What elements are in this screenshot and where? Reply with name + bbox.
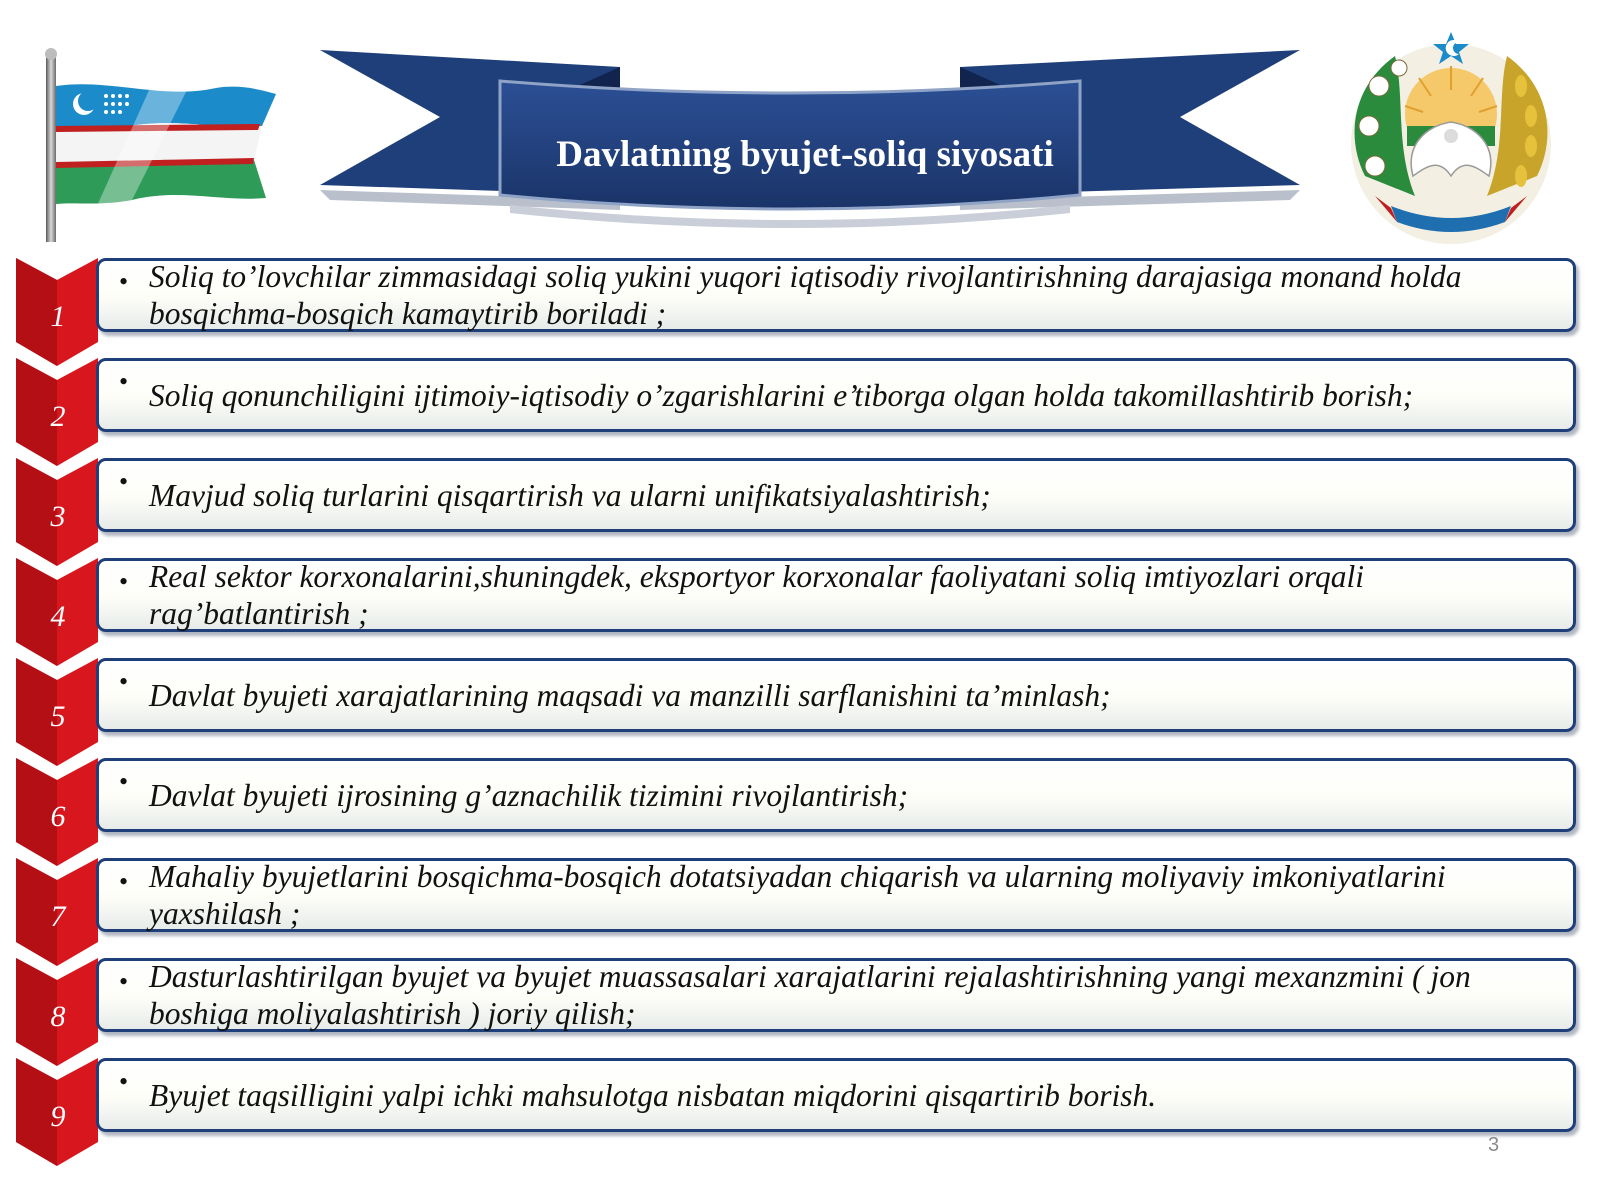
- bullet-icon: •: [119, 367, 129, 396]
- item-text: Mavjud soliq turlarini qisqartirish va ularni unifikatsiyalashtirish;: [149, 477, 991, 513]
- list-item: [0, 658, 1600, 758]
- bullet-icon: •: [119, 267, 129, 296]
- item-text: Dasturlashtirilgan byujet va byujet muassasalari xarajatlarini rejalashtirishning yangi mexanzmini ( jon boshiga moliyalashtirish ) joriy qilish;: [149, 959, 1471, 1031]
- list-item: [0, 758, 1600, 858]
- bullet-icon: •: [119, 767, 129, 796]
- uzbekistan-emblem-icon: [1335, 26, 1567, 248]
- item-number: 4: [50, 600, 66, 633]
- item-box: [96, 1058, 1576, 1132]
- item-box: [96, 758, 1576, 832]
- item-number: 3: [50, 500, 66, 533]
- item-box: [96, 258, 1576, 332]
- bullet-icon: •: [119, 1067, 129, 1096]
- list-item: [0, 1058, 1600, 1158]
- bullet-icon: •: [119, 667, 129, 696]
- bullet-icon: •: [119, 867, 129, 896]
- item-box: [96, 858, 1576, 932]
- item-number: 9: [50, 1100, 66, 1133]
- item-text: Soliq qonunchiligini ijtimoiy-iqtisodiy o’zgarishlarini e’tiborga olgan holda takomillashtirib borish;: [149, 377, 1414, 413]
- item-number: 7: [50, 900, 66, 933]
- list-item: [0, 258, 1600, 358]
- item-box: [96, 458, 1576, 532]
- list-item: [0, 558, 1600, 658]
- item-number: 6: [50, 800, 66, 833]
- list-item: [0, 358, 1600, 458]
- page-title: Davlatning byujet-soliq siyosati: [556, 134, 1054, 175]
- item-box: [96, 358, 1576, 432]
- item-box: [96, 558, 1576, 632]
- list-item: [0, 958, 1600, 1058]
- item-box: [96, 958, 1576, 1032]
- item-box: [96, 658, 1576, 732]
- bullet-icon: •: [119, 967, 129, 996]
- item-text: Byujet taqsilligini yalpi ichki mahsulotga nisbatan miqdorini qisqartirib borish.: [149, 1077, 1157, 1113]
- item-number: 2: [50, 400, 66, 433]
- uzbekistan-flag-icon: [40, 48, 290, 244]
- bullet-icon: •: [119, 467, 129, 496]
- item-text: Soliq to’lovchilar zimmasidagi soliq yukini yuqori iqtisodiy rivojlantirishning darajasiga monand holda bosqichma-bosqich kamaytirib boriladi ;: [149, 259, 1462, 331]
- list-item: [0, 458, 1600, 558]
- page-number: 3: [1488, 1134, 1500, 1156]
- item-text: Davlat byujeti ijrosining g’aznachilik tizimini rivojlantirish;: [149, 777, 909, 813]
- bullet-icon: •: [119, 567, 129, 596]
- item-text: Davlat byujeti xarajatlarining maqsadi va manzilli sarflanishini ta’minlash;: [149, 677, 1111, 713]
- item-number: 1: [50, 300, 66, 333]
- item-number: 8: [50, 1000, 66, 1033]
- item-number: 5: [50, 700, 66, 733]
- item-text: Real sektor korxonalarini,shuningdek, eksportyor korxonalar faoliyatani soliq imtiyozlari orqali rag’batlantirish ;: [149, 559, 1364, 631]
- item-text: Mahaliy byujetlarini bosqichma-bosqich dotatsiyadan chiqarish va ularning moliyaviy imkoniyatlarini yaxshilash ;: [149, 859, 1446, 931]
- list-item: [0, 858, 1600, 958]
